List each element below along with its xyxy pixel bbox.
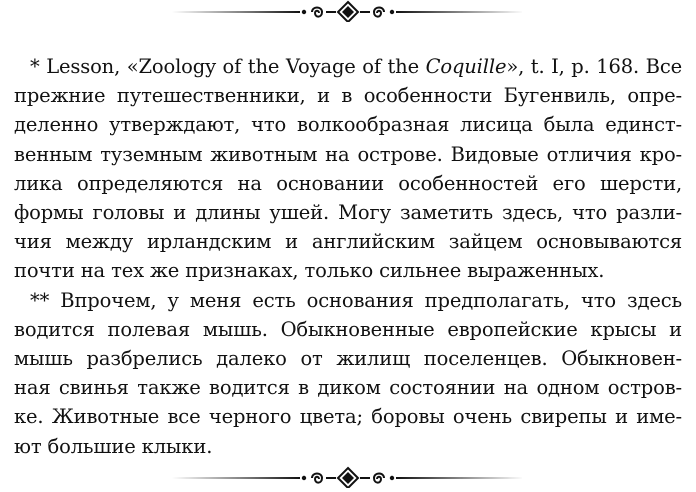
italic-title: Coquille: [425, 55, 507, 78]
footnote-2-line-4: ная свинья также водится в диком состоянии на одном остров-: [14, 376, 682, 400]
bottom-ornament-divider: [0, 466, 696, 488]
footnote-1-line-4: венным туземным животным на острове. Видовые отличия кро-: [14, 142, 682, 166]
footnote-1-line-8: почти на тех же признаках, только сильнее выраженных.: [14, 259, 605, 283]
footnote-1-line-5: лика определяются на основании особенностей его шерсти,: [14, 171, 682, 195]
footnote-1-line-3: деленно утверждают, что волкообразная лисица была единст-: [14, 113, 682, 137]
footnote-2-line-6: ют большие клыки.: [14, 434, 213, 458]
footnote-1-line-7: чия между ирландским и английским зайцем основываются: [14, 230, 682, 254]
footnote-1: [14, 52, 682, 286]
footnote-2: [14, 286, 682, 461]
footnote-2-line-5: ке. Животные все черного цвета; боровы очень свирепы и име-: [14, 405, 682, 429]
footnote-1-line-1: * Lesson, «Zoology of the Voyage of the Coquille», t. I, p. 168. Все: [30, 55, 682, 78]
footnotes-section: [14, 52, 682, 461]
top-ornament-divider: [0, 0, 696, 22]
footnote-2-line-3: мышь разбрелись далеко от жилищ поселенцев. Обыкновен-: [14, 347, 682, 371]
footnote-1-line-2: прежние путешественники, и в особенности Бугенвиль, опре-: [14, 84, 682, 108]
footnote-2-line-2: водится полевая мышь. Обыкновенные европейские крысы и: [14, 317, 682, 341]
footnote-1-line-6: формы головы и длины ушей. Могу заметить здесь, что разли-: [14, 201, 682, 225]
footnote-2-line-1: ** Впрочем, у меня есть основания предполагать, что здесь: [30, 288, 682, 312]
